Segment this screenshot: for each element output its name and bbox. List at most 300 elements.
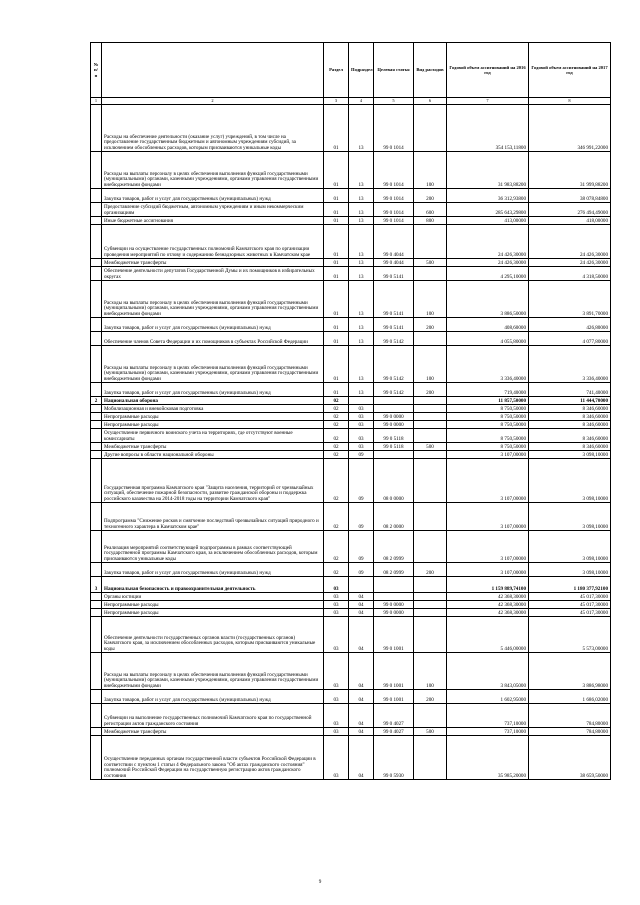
- table-row: [91, 451, 611, 459]
- amount-2016: 3 107,00000: [447, 503, 529, 531]
- amount-2017: 4 077,80000: [529, 332, 611, 346]
- target-article-code: 08 2 0999: [374, 531, 414, 563]
- section-code: 02: [324, 421, 349, 429]
- target-article-code: 99 0 5118: [374, 429, 414, 443]
- subsection-code: 09: [349, 531, 374, 563]
- section-code: 02: [324, 397, 349, 405]
- table-row: [91, 332, 611, 346]
- target-article-code: [374, 405, 414, 413]
- column-number: 1: [91, 98, 102, 105]
- table-row: [91, 443, 611, 451]
- section-code: 01: [324, 225, 349, 259]
- section-code: 03: [324, 728, 349, 736]
- section-code: 01: [324, 318, 349, 332]
- row-number: [91, 704, 102, 728]
- section-code: 03: [324, 601, 349, 609]
- subsection-code: 04: [349, 609, 374, 617]
- table-row: [91, 346, 611, 383]
- expense-type-code: [414, 405, 447, 413]
- expense-type-code: [414, 593, 447, 601]
- amount-2017: 3 886,98000: [529, 653, 611, 690]
- amount-2016: 3 107,00000: [447, 563, 529, 577]
- item-name: Межбюджетные трансферты: [102, 443, 324, 451]
- target-article-code: 99 0 5141: [374, 318, 414, 332]
- table-row: [91, 421, 611, 429]
- section-code: 02: [324, 563, 349, 577]
- target-article-code: 99 0 5118: [374, 443, 414, 451]
- expense-type-code: [414, 617, 447, 653]
- target-article-code: 99 0 4027: [374, 704, 414, 728]
- table-row: [91, 217, 611, 225]
- expense-type-code: 500: [414, 728, 447, 736]
- amount-2016: 31 983,88200: [447, 152, 529, 189]
- target-article-code: 99 0 0000: [374, 413, 414, 421]
- target-article-code: 99 0 5142: [374, 383, 414, 397]
- header-expense-type: Вид расходов: [414, 43, 447, 98]
- target-article-code: 99 0 1001: [374, 690, 414, 704]
- section-code: 02: [324, 405, 349, 413]
- table-row: [91, 281, 611, 318]
- expense-type-code: 800: [414, 217, 447, 225]
- table-row: [91, 503, 611, 531]
- target-article-code: 99 0 1001: [374, 617, 414, 653]
- column-number: 3: [324, 98, 349, 105]
- expense-type-code: [414, 531, 447, 563]
- expense-type-code: [414, 609, 447, 617]
- amount-2016: 3 107,00000: [447, 451, 529, 459]
- amount-2017: 38 659,50000: [529, 736, 611, 780]
- amount-2017: 8 346,60000: [529, 443, 611, 451]
- subsection-code: 09: [349, 459, 374, 503]
- item-name: Органы юстиции: [102, 593, 324, 601]
- expense-type-code: [414, 429, 447, 443]
- row-number: [91, 601, 102, 609]
- item-name: Иные бюджетные ассигнования: [102, 217, 324, 225]
- amount-2017: 3 098,10000: [529, 531, 611, 563]
- item-name: Расходы на выплаты персоналу в целях обеспечения выполнения функций государственными (муниципальными) органами, казенными учреждениями, органами управления государственными внебюджетными фондами: [102, 281, 324, 318]
- column-number: 4: [349, 98, 374, 105]
- section-code: 03: [324, 593, 349, 601]
- subsection-code: 04: [349, 593, 374, 601]
- subsection-code: 13: [349, 203, 374, 217]
- row-number: [91, 531, 102, 563]
- amount-2016: 3 843,05000: [447, 653, 529, 690]
- amount-2017: 276 494,49000: [529, 203, 611, 217]
- table-row: [91, 653, 611, 690]
- amount-2017: 8 346,60000: [529, 421, 611, 429]
- table-row: [91, 601, 611, 609]
- target-article-code: [374, 577, 414, 593]
- target-article-code: 99 0 5141: [374, 267, 414, 281]
- item-name: Предоставление субсидий бюджетным, автономным учреждениям и иным некоммерческим организациям: [102, 203, 324, 217]
- target-article-code: 99 0 1014: [374, 189, 414, 203]
- table-row: [91, 736, 611, 780]
- expense-type-code: [414, 577, 447, 593]
- row-number: [91, 736, 102, 780]
- subsection-code: 13: [349, 346, 374, 383]
- amount-2016: 11 857,50000: [447, 397, 529, 405]
- item-name: Осуществление первичного воинского учета на территориях, где отсутствуют военные комиссариаты: [102, 429, 324, 443]
- amount-2017: 11 444,70000: [529, 397, 611, 405]
- row-number: [91, 217, 102, 225]
- item-name: Государственная программа Камчатского края "Защита населения, территорий от чрезвычайных ситуаций, обеспечение пожарной безопасности, развитие гражданской обороны и поддержка российского казачества на 2014-2018 годы на территории Камчатского края": [102, 459, 324, 503]
- row-number: [91, 429, 102, 443]
- amount-2017: 45 017,30000: [529, 601, 611, 609]
- section-code: 03: [324, 617, 349, 653]
- expense-type-code: [414, 736, 447, 780]
- expense-type-code: 100: [414, 281, 447, 318]
- subsection-code: 03: [349, 443, 374, 451]
- amount-2016: 24 426,30000: [447, 225, 529, 259]
- subsection-code: 04: [349, 653, 374, 690]
- table-row: [91, 531, 611, 563]
- expense-type-code: 200: [414, 383, 447, 397]
- target-article-code: 99 0 1014: [374, 203, 414, 217]
- section-code: 02: [324, 413, 349, 421]
- row-number: [91, 346, 102, 383]
- expense-type-code: 600: [414, 203, 447, 217]
- expense-type-code: 200: [414, 563, 447, 577]
- amount-2017: 3 891,70000: [529, 281, 611, 318]
- row-number: [91, 281, 102, 318]
- amount-2017: 3 098,10000: [529, 459, 611, 503]
- column-number: 5: [374, 98, 414, 105]
- expense-type-code: [414, 451, 447, 459]
- subsection-code: 13: [349, 318, 374, 332]
- amount-2016: 285 643,29800: [447, 203, 529, 217]
- amount-2016: 3 336,40000: [447, 346, 529, 383]
- column-number: 2: [102, 98, 324, 105]
- amount-2016: 42 368,30000: [447, 593, 529, 601]
- item-name: Закупка товаров, работ и услуг для государственных (муниципальных) нужд: [102, 563, 324, 577]
- target-article-code: 99 0 1001: [374, 653, 414, 690]
- amount-2017: 31 999,88200: [529, 152, 611, 189]
- row-number: [91, 728, 102, 736]
- subsection-code: 04: [349, 728, 374, 736]
- subsection-code: 03: [349, 413, 374, 421]
- amount-2016: 1 602,95000: [447, 690, 529, 704]
- column-number-row: [91, 98, 611, 105]
- item-name: Национальная безопасность и правоохранительная деятельность: [102, 577, 324, 593]
- subsection-code: 13: [349, 259, 374, 267]
- amount-2016: 42 368,30000: [447, 601, 529, 609]
- item-name: Осуществление переданных органам государственной власти субъектов Российской Федерации в соответствии с пунктом 1 статьи 4 Федерального закона "Об актах гражданского состояния" полномочий Российской Федерации на государственную регистрацию актов гражданского состояния: [102, 736, 324, 780]
- expense-type-code: [414, 704, 447, 728]
- item-name: Закупка товаров, работ и услуг для государственных (муниципальных) нужд: [102, 383, 324, 397]
- table-row: [91, 413, 611, 421]
- section-code: 03: [324, 690, 349, 704]
- section-code: 01: [324, 346, 349, 383]
- section-code: 01: [324, 105, 349, 152]
- section-code: 01: [324, 332, 349, 346]
- row-number: [91, 318, 102, 332]
- target-article-code: 99 0 5142: [374, 332, 414, 346]
- target-article-code: 99 0 0000: [374, 421, 414, 429]
- header-amount-2016: Годовой объем ассигнований на 2016 год: [447, 43, 529, 98]
- table-row: [91, 259, 611, 267]
- target-article-code: 99 0 4027: [374, 728, 414, 736]
- section-code: 01: [324, 203, 349, 217]
- row-number: [91, 105, 102, 152]
- expense-type-code: [414, 421, 447, 429]
- amount-2017: 784,80000: [529, 704, 611, 728]
- expense-type-code: 200: [414, 189, 447, 203]
- table-row: [91, 397, 611, 405]
- amount-2016: 8 750,50000: [447, 429, 529, 443]
- amount-2017: 3 098,10000: [529, 563, 611, 577]
- section-code: 01: [324, 189, 349, 203]
- item-name: Непрограммные расходы: [102, 413, 324, 421]
- table-row: [91, 563, 611, 577]
- item-name: Расходы на выплаты персоналу в целях обеспечения выполнения функций государственными (муниципальными) органами, казенными учреждениями, органами управления государственными внебюджетными фондами: [102, 346, 324, 383]
- subsection-code: 13: [349, 332, 374, 346]
- item-name: Обеспечение деятельности государственных органов власти (государственных органов) Камчатского края, за исключением обособленных расходов, которым присваиваются уникальные коды: [102, 617, 324, 653]
- amount-2017: 418,00000: [529, 217, 611, 225]
- expense-type-code: [414, 459, 447, 503]
- expense-type-code: [414, 105, 447, 152]
- section-code: 01: [324, 152, 349, 189]
- section-code: 02: [324, 503, 349, 531]
- item-name: Непрограммные расходы: [102, 601, 324, 609]
- row-number: [91, 152, 102, 189]
- header-number: № п/п: [91, 43, 102, 98]
- column-number: 8: [529, 98, 611, 105]
- target-article-code: 99 0 4044: [374, 259, 414, 267]
- subsection-code: 03: [349, 429, 374, 443]
- table-row: [91, 105, 611, 152]
- amount-2016: 35 985,20000: [447, 736, 529, 780]
- row-number: [91, 593, 102, 601]
- row-number: [91, 653, 102, 690]
- row-number: [91, 259, 102, 267]
- item-name: Субвенции на выполнение государственных полномочий Камчатского края по государственной регистрации актов гражданского состояния: [102, 704, 324, 728]
- amount-2017: 3 098,10000: [529, 503, 611, 531]
- expense-type-code: 100: [414, 346, 447, 383]
- subsection-code: 04: [349, 690, 374, 704]
- target-article-code: [374, 451, 414, 459]
- section-code: 03: [324, 609, 349, 617]
- amount-2017: 784,80000: [529, 728, 611, 736]
- expense-type-code: [414, 601, 447, 609]
- row-number: [91, 503, 102, 531]
- item-name: Межбюджетные трансферты: [102, 728, 324, 736]
- table-row: [91, 609, 611, 617]
- section-code: 02: [324, 459, 349, 503]
- table-row: [91, 383, 611, 397]
- row-number: [91, 563, 102, 577]
- row-number: [91, 690, 102, 704]
- item-name: Расходы на выплаты персоналу в целях обеспечения выполнения функций государственными (муниципальными) органами, казенными учреждениями, органами управления государственными внебюджетными фондами: [102, 152, 324, 189]
- target-article-code: 99 0 5141: [374, 281, 414, 318]
- subsection-code: 04: [349, 736, 374, 780]
- subsection-code: 13: [349, 152, 374, 189]
- table-row: [91, 267, 611, 281]
- amount-2017: 346 991,22000: [529, 105, 611, 152]
- amount-2017: 38 078,84800: [529, 189, 611, 203]
- expense-type-code: [414, 397, 447, 405]
- item-name: Закупка товаров, работ и услуг для государственных (муниципальных) нужд: [102, 189, 324, 203]
- header-subsection: Подраздел: [349, 43, 374, 98]
- amount-2016: 1 159 889,74100: [447, 577, 529, 593]
- item-name: Мобилизационная и вневойсковая подготовка: [102, 405, 324, 413]
- amount-2017: 4 318,50000: [529, 267, 611, 281]
- table-row: [91, 225, 611, 259]
- expense-type-code: 500: [414, 443, 447, 451]
- amount-2016: 8 750,50000: [447, 405, 529, 413]
- row-number: [91, 383, 102, 397]
- target-article-code: [374, 593, 414, 601]
- row-number: [91, 405, 102, 413]
- amount-2016: 8 750,50000: [447, 413, 529, 421]
- header-section: Раздел: [324, 43, 349, 98]
- table-row: [91, 617, 611, 653]
- amount-2016: 737,10000: [447, 728, 529, 736]
- amount-2017: 45 017,30000: [529, 593, 611, 601]
- row-number: [91, 443, 102, 451]
- row-number: [91, 413, 102, 421]
- table-row: [91, 459, 611, 503]
- subsection-code: 04: [349, 617, 374, 653]
- row-number: [91, 459, 102, 503]
- target-article-code: 08 2 0999: [374, 563, 414, 577]
- subsection-code: 13: [349, 225, 374, 259]
- subsection-code: 09: [349, 451, 374, 459]
- table-row: [91, 429, 611, 443]
- header-row: [91, 43, 611, 98]
- row-number: [91, 203, 102, 217]
- section-code: 01: [324, 259, 349, 267]
- section-code: 01: [324, 383, 349, 397]
- amount-2017: 8 346,60000: [529, 413, 611, 421]
- table-row: [91, 593, 611, 601]
- expense-type-code: 500: [414, 259, 447, 267]
- item-name: Расходы на выплаты персоналу в целях обеспечения выполнения функций государственными (муниципальными) органами, казенными учреждениями, органами управления государственными внебюджетными фондами: [102, 653, 324, 690]
- column-number: 6: [414, 98, 447, 105]
- table-row: [91, 203, 611, 217]
- item-name: Расходы на обеспечение деятельности (оказание услуг) учреждений, в том числе на предоставление государственным бюджетным и автономным учреждениям субсидий, за исключением обособленных расходов, которым присваиваются уникальные коды: [102, 105, 324, 152]
- item-name: Подпрограмма "Снижение рисков и смягчение последствий чрезвычайных ситуаций природного и техногенного характера в Камчатском крае": [102, 503, 324, 531]
- item-name: Обеспечение деятельности депутатов Государственной Думы и их помощников в избирательных округах: [102, 267, 324, 281]
- budget-table: [90, 42, 611, 780]
- table-row: [91, 690, 611, 704]
- subsection-code: 09: [349, 503, 374, 531]
- target-article-code: 99 0 0000: [374, 609, 414, 617]
- target-article-code: 99 0 5930: [374, 736, 414, 780]
- item-name: Межбюджетные трансферты: [102, 259, 324, 267]
- amount-2017: 426,80000: [529, 318, 611, 332]
- amount-2016: 4 295,10000: [447, 267, 529, 281]
- expense-type-code: [414, 332, 447, 346]
- amount-2016: 3 886,50000: [447, 281, 529, 318]
- section-code: 01: [324, 217, 349, 225]
- subsection-code: 13: [349, 383, 374, 397]
- column-number: 7: [447, 98, 529, 105]
- header-target-article: Целевая статья: [374, 43, 414, 98]
- amount-2017: 741,40000: [529, 383, 611, 397]
- expense-type-code: [414, 503, 447, 531]
- item-name: Обеспечение членов Совета Федерации и их помощников в субъектах Российской Федерации: [102, 332, 324, 346]
- amount-2016: 24 426,30000: [447, 259, 529, 267]
- section-code: 03: [324, 577, 349, 593]
- expense-type-code: 200: [414, 690, 447, 704]
- item-name: Непрограммные расходы: [102, 421, 324, 429]
- subsection-code: 04: [349, 704, 374, 728]
- expense-type-code: [414, 413, 447, 421]
- subsection-code: 09: [349, 563, 374, 577]
- target-article-code: [374, 397, 414, 405]
- amount-2017: 24 426,30000: [529, 259, 611, 267]
- section-code: 02: [324, 443, 349, 451]
- amount-2016: 737,10000: [447, 704, 529, 728]
- amount-2017: 24 426,30000: [529, 225, 611, 259]
- subsection-code: 13: [349, 105, 374, 152]
- section-code: 03: [324, 736, 349, 780]
- amount-2016: 354 153,11800: [447, 105, 529, 152]
- table-body: [91, 105, 611, 780]
- row-number: [91, 189, 102, 203]
- row-number: [91, 609, 102, 617]
- subsection-code: 04: [349, 601, 374, 609]
- amount-2016: 3 107,00000: [447, 459, 529, 503]
- subsection-code: 03: [349, 405, 374, 413]
- section-code: 03: [324, 653, 349, 690]
- amount-2016: 8 750,50000: [447, 443, 529, 451]
- expense-type-code: [414, 225, 447, 259]
- header-amount-2017: Годовой объем ассигнований на 2017 год: [529, 43, 611, 98]
- amount-2017: 5 573,00000: [529, 617, 611, 653]
- subsection-code: 13: [349, 217, 374, 225]
- row-number: [91, 617, 102, 653]
- amount-2016: 408,60000: [447, 318, 529, 332]
- subsection-code: [349, 397, 374, 405]
- amount-2016: 42 368,30000: [447, 609, 529, 617]
- item-name: Закупка товаров, работ и услуг для государственных (муниципальных) нужд: [102, 318, 324, 332]
- expense-type-code: 200: [414, 318, 447, 332]
- row-number: [91, 421, 102, 429]
- row-number: [91, 267, 102, 281]
- item-name: Субвенции на осуществление государственных полномочий Камчатского края по организации проведения мероприятий по отлову и содержанию безнадзорных животных в Камчатском крае: [102, 225, 324, 259]
- section-code: 02: [324, 451, 349, 459]
- subsection-code: 13: [349, 189, 374, 203]
- amount-2017: 45 017,30000: [529, 609, 611, 617]
- subsection-code: 03: [349, 421, 374, 429]
- section-code: 02: [324, 429, 349, 443]
- amount-2017: 1 686,02000: [529, 690, 611, 704]
- section-code: 01: [324, 281, 349, 318]
- table-row: [91, 152, 611, 189]
- item-name: Другие вопросы в области национальной обороны: [102, 451, 324, 459]
- subsection-code: [349, 577, 374, 593]
- row-number: 3: [91, 577, 102, 593]
- amount-2016: 8 750,50000: [447, 421, 529, 429]
- amount-2016: 5 446,00000: [447, 617, 529, 653]
- row-number: [91, 451, 102, 459]
- target-article-code: 08 2 0000: [374, 503, 414, 531]
- item-name: Реализация мероприятий соответствующей подпрограммы в рамках соответствующей государственной программы Камчатского края, за исключением обособленных расходов, которым присваиваются уникальные коды: [102, 531, 324, 563]
- target-article-code: 99 0 0000: [374, 601, 414, 609]
- section-code: 02: [324, 531, 349, 563]
- row-number: 2: [91, 397, 102, 405]
- table-row: [91, 577, 611, 593]
- page-number: 9: [318, 879, 322, 885]
- row-number: [91, 225, 102, 259]
- table-row: [91, 728, 611, 736]
- item-name: Закупка товаров, работ и услуг для государственных (муниципальных) нужд: [102, 690, 324, 704]
- section-code: 01: [324, 267, 349, 281]
- item-name: Национальная оборона: [102, 397, 324, 405]
- amount-2016: 719,40000: [447, 383, 529, 397]
- amount-2017: 8 346,60000: [529, 429, 611, 443]
